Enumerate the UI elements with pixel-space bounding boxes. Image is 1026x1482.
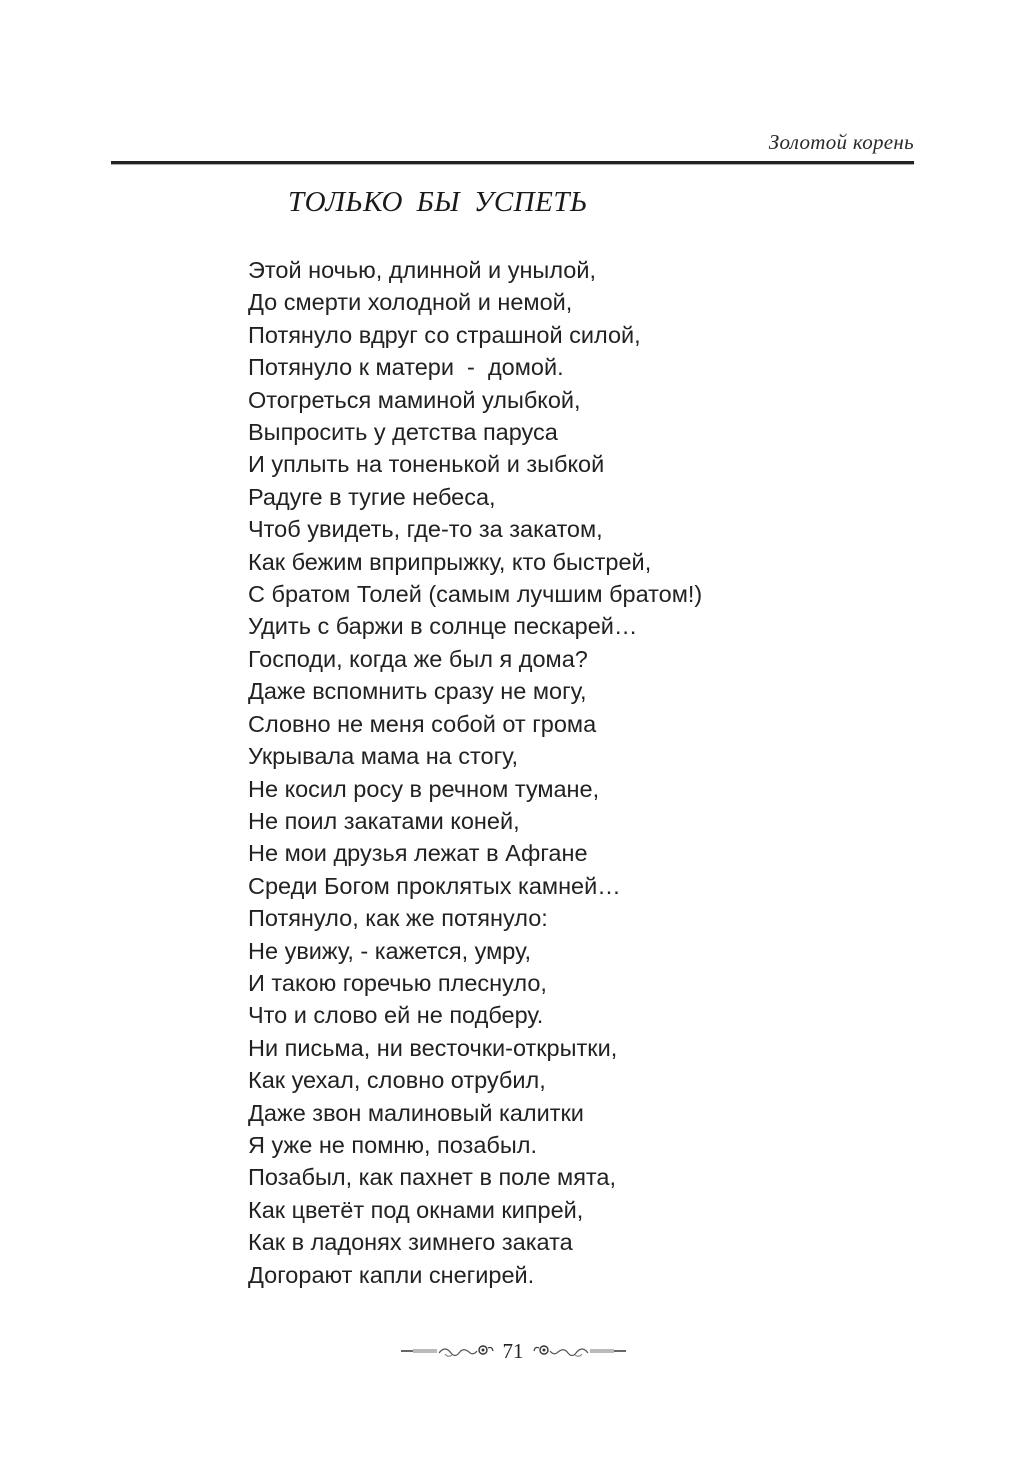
poem-line: До смерти холодной и немой, xyxy=(248,289,573,316)
poem-line: Словно не меня собой от грома xyxy=(248,710,597,737)
poem-line: Потянуло, как же потянуло: xyxy=(248,905,548,932)
page-number: 71 xyxy=(502,1338,524,1363)
poem-line: Чтоб увидеть, где-то за закатом, xyxy=(248,516,603,543)
poem-line: Я уже не помню, позабыл. xyxy=(248,1131,537,1158)
poem-line: Среди Богом проклятых камней… xyxy=(248,872,621,899)
poem-line: Как бежим вприпрыжку, кто быстрей, xyxy=(248,548,652,575)
poem-line: Даже вспомнить сразу не могу, xyxy=(248,678,587,705)
header-rule-divider xyxy=(111,161,914,164)
poem-body xyxy=(248,254,702,1291)
poem-line: Ни письма, ни весточки-открытки, xyxy=(248,1034,618,1061)
page-footer xyxy=(0,1336,1026,1366)
poem-line: Что и слово ей не подберу. xyxy=(248,1002,544,1029)
poem-title: ТОЛЬКО БЫ УСПЕТЬ xyxy=(288,186,588,218)
poem-line: Удить с баржи в солнце пескарей… xyxy=(248,613,638,640)
poem-line: Радуге в тугие небеса, xyxy=(248,483,496,510)
poem-line: Отогреться маминой улыбкой, xyxy=(248,386,581,413)
poem-line: Потянуло вдруг со страшной силой, xyxy=(248,321,641,348)
poem-line: С братом Толей (самым лучшим братом!) xyxy=(248,581,703,608)
poem-line: Укрывала мама на стогу, xyxy=(248,743,519,770)
poem-line: Позабыл, как пахнет в поле мята, xyxy=(248,1164,617,1191)
poem-line: И уплыть на тоненькой и зыбкой xyxy=(248,451,605,478)
floral-flourish-right-icon xyxy=(532,1341,628,1361)
poem-line: И такою горечью плеснуло, xyxy=(248,969,547,996)
poem-line: Как цветёт под окнами кипрей, xyxy=(248,1196,584,1223)
poem-line: Даже звон малиновый калитки xyxy=(248,1099,584,1126)
poem-line: Потянуло к матери - домой. xyxy=(248,354,564,381)
poem-line: Выпросить у детства паруса xyxy=(248,419,558,446)
poem-line: Господи, когда же был я дома? xyxy=(248,645,588,672)
poem-line: Не мои друзья лежат в Афгане xyxy=(248,840,588,867)
poem-line: Как в ладонях зимнего заката xyxy=(248,1229,573,1256)
floral-flourish-left-icon xyxy=(399,1341,495,1361)
poem-line: Не поил закатами коней, xyxy=(248,807,520,834)
poem-line: Этой ночью, длинной и унылой, xyxy=(248,257,597,283)
poem-line: Не увижу, - кажется, умру, xyxy=(248,937,532,964)
poem-line: Не косил росу в речном тумане, xyxy=(248,775,600,802)
poem-line: Догорают капли снегирей. xyxy=(248,1261,535,1288)
poem-line: Как уехал, словно отрубил, xyxy=(248,1067,546,1094)
running-head: Золотой корень xyxy=(768,130,914,154)
